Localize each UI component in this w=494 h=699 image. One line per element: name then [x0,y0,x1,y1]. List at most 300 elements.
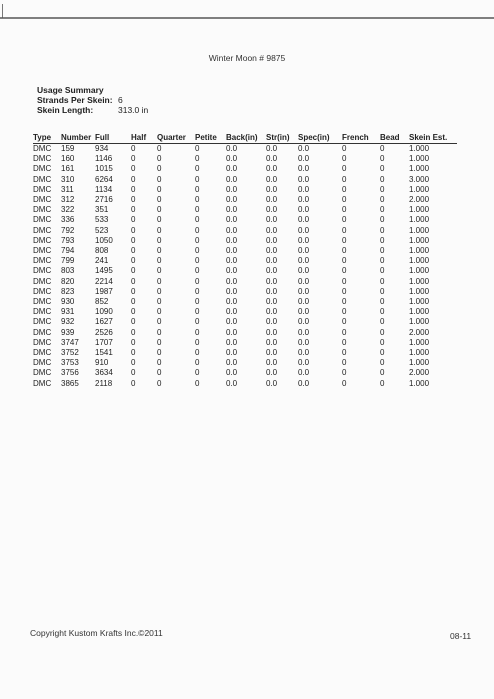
cell-full: 2118 [95,378,113,388]
cell-full: 910 [95,358,109,368]
cell-number: 312 [61,195,75,205]
cell-petite: 0 [195,307,200,317]
cell-spec: 0.0 [298,358,310,368]
cell-full: 3634 [95,368,113,378]
cell-back: 0.0 [226,215,238,225]
cell-back: 0.0 [226,378,238,388]
cell-french: 0 [342,154,347,164]
cell-bead: 0 [380,174,385,184]
cell-number: 160 [61,154,75,164]
header-str: Str(in) [266,131,298,144]
cell-petite: 0 [195,154,200,164]
cell-bead: 0 [380,307,385,317]
cell-french: 0 [342,358,347,368]
cell-petite: 0 [195,358,200,368]
cell-full: 1707 [95,337,113,347]
cell-str: 0.0 [266,174,278,184]
table-row [33,236,457,246]
scan-edge-line [0,17,494,19]
cell-spec: 0.0 [298,225,310,235]
table-row [33,297,457,307]
cell-french: 0 [342,256,347,266]
cell-quarter: 0 [157,317,162,327]
cell-str: 0.0 [266,164,278,174]
table-row [33,256,457,266]
cell-half: 0 [131,164,136,174]
table-row [33,277,457,287]
cell-full: 1090 [95,307,113,317]
cell-type: DMC [33,144,52,153]
cell-type: DMC [33,358,52,368]
table-row [33,185,457,195]
cell-petite: 0 [195,317,200,327]
cell-type: DMC [33,184,52,194]
header-back: Back(in) [226,131,266,144]
cell-quarter: 0 [157,297,162,307]
cell-skein-est: 1.000 [409,225,430,235]
header-half: Half [131,131,157,144]
cell-half: 0 [131,337,136,347]
cell-str: 0.0 [266,368,278,378]
cell-bead: 0 [380,256,385,266]
cell-number: 794 [61,246,75,256]
cell-quarter: 0 [157,174,162,184]
cell-spec: 0.0 [298,307,310,317]
cell-spec: 0.0 [298,297,310,307]
cell-type: DMC [33,317,52,327]
cell-type: DMC [33,337,52,347]
header-petite: Petite [195,131,226,144]
cell-full: 6264 [95,174,113,184]
cell-quarter: 0 [157,286,162,296]
cell-bead: 0 [380,144,385,153]
cell-skein-est: 1.000 [409,184,430,194]
cell-petite: 0 [195,205,200,215]
cell-str: 0.0 [266,358,278,368]
cell-half: 0 [131,235,136,245]
cell-type: DMC [33,327,52,337]
cell-number: 311 [61,184,74,194]
cell-skein-est: 1.000 [409,358,430,368]
cell-type: DMC [33,276,52,286]
cell-skein-est: 1.000 [409,266,430,276]
cell-french: 0 [342,307,347,317]
cell-petite: 0 [195,337,200,347]
cell-french: 0 [342,164,347,174]
cell-french: 0 [342,246,347,256]
cell-half: 0 [131,246,136,256]
cell-skein-est: 1.000 [409,256,430,266]
cell-skein-est: 3.000 [409,174,430,184]
cell-bead: 0 [380,154,385,164]
cell-petite: 0 [195,235,200,245]
cell-back: 0.0 [226,327,238,337]
cell-bead: 0 [380,378,385,388]
cell-quarter: 0 [157,378,162,388]
cell-skein-est: 1.000 [409,307,430,317]
cell-bead: 0 [380,184,385,194]
cell-half: 0 [131,154,136,164]
skein-length-value: 313.0 in [118,105,149,115]
cell-full: 1134 [95,184,113,194]
cell-half: 0 [131,174,136,184]
cell-spec: 0.0 [298,164,310,174]
cell-spec: 0.0 [298,154,310,164]
cell-half: 0 [131,144,136,153]
cell-full: 351 [95,205,109,215]
header-french: French [342,131,380,144]
cell-quarter: 0 [157,184,162,194]
cell-full: 2716 [95,195,113,205]
cell-full: 241 [95,256,109,266]
cell-number: 792 [61,225,75,235]
cell-bead: 0 [380,215,385,225]
table-row [33,368,457,378]
cell-skein-est: 1.000 [409,317,430,327]
copyright-text: Copyright Kustom Krafts Inc.©2011 [30,628,163,638]
cell-french: 0 [342,276,347,286]
cell-full: 523 [95,225,109,235]
cell-petite: 0 [195,286,200,296]
cell-type: DMC [33,266,52,276]
cell-skein-est: 1.000 [409,286,430,296]
cell-full: 2214 [95,276,113,286]
cell-spec: 0.0 [298,368,310,378]
cell-full: 1050 [95,235,113,245]
skein-length-row [37,105,148,115]
cell-full: 808 [95,246,109,256]
cell-french: 0 [342,368,347,378]
cell-spec: 0.0 [298,215,310,225]
cell-str: 0.0 [266,184,278,194]
cell-number: 3865 [61,378,79,388]
cell-type: DMC [33,256,52,266]
cell-back: 0.0 [226,317,238,327]
cell-number: 322 [61,205,75,215]
header-skein-est: Skein Est. [409,131,457,144]
cell-french: 0 [342,378,347,388]
cell-type: DMC [33,246,52,256]
cell-back: 0.0 [226,144,238,153]
cell-french: 0 [342,215,347,225]
cell-bead: 0 [380,368,385,378]
cell-half: 0 [131,225,136,235]
cell-french: 0 [342,235,347,245]
table-row [33,348,457,358]
cell-number: 931 [61,307,75,317]
cell-french: 0 [342,184,347,194]
cell-petite: 0 [195,144,200,153]
cell-half: 0 [131,327,136,337]
cell-half: 0 [131,368,136,378]
cell-number: 803 [61,266,75,276]
cell-back: 0.0 [226,297,238,307]
cell-str: 0.0 [266,327,278,337]
cell-petite: 0 [195,256,200,266]
cell-back: 0.0 [226,276,238,286]
cell-half: 0 [131,276,136,286]
table-row [33,379,457,389]
cell-quarter: 0 [157,337,162,347]
cell-half: 0 [131,348,136,358]
cell-quarter: 0 [157,154,162,164]
cell-back: 0.0 [226,174,238,184]
table-row [33,215,457,225]
cell-quarter: 0 [157,266,162,276]
cell-str: 0.0 [266,307,278,317]
cell-number: 799 [61,256,75,266]
cell-full: 533 [95,215,109,225]
cell-type: DMC [33,368,52,378]
cell-spec: 0.0 [298,235,310,245]
cell-bead: 0 [380,164,385,174]
cell-petite: 0 [195,276,200,286]
cell-number: 939 [61,327,75,337]
cell-spec: 0.0 [298,174,310,184]
cell-number: 932 [61,317,75,327]
cell-full: 2526 [95,327,113,337]
cell-type: DMC [33,307,52,317]
cell-half: 0 [131,297,136,307]
cell-half: 0 [131,317,136,327]
cell-skein-est: 1.000 [409,337,430,347]
table-body [33,144,457,389]
table-row [33,358,457,368]
cell-quarter: 0 [157,164,162,174]
cell-quarter: 0 [157,144,162,153]
cell-skein-est: 1.000 [409,215,430,225]
table-row [33,338,457,348]
header-quarter: Quarter [157,131,195,144]
cell-full: 1495 [95,266,113,276]
cell-skein-est: 1.000 [409,297,430,307]
skein-length-label: Skein Length: [37,105,94,115]
cell-str: 0.0 [266,154,278,164]
cell-full: 934 [95,144,109,153]
table-row [33,246,457,256]
cell-french: 0 [342,174,347,184]
cell-petite: 0 [195,164,200,174]
cell-bead: 0 [380,246,385,256]
cell-back: 0.0 [226,256,238,266]
cell-french: 0 [342,286,347,296]
scan-edge-mark [2,4,7,18]
cell-back: 0.0 [226,286,238,296]
cell-skein-est: 1.000 [409,205,430,215]
cell-str: 0.0 [266,205,278,215]
cell-skein-est: 1.000 [409,154,430,164]
table-row [33,195,457,205]
strands-per-skein-row [37,95,148,105]
cell-bead: 0 [380,276,385,286]
table-row [33,154,457,164]
strands-per-skein-label: Strands Per Skein: [37,95,113,105]
cell-back: 0.0 [226,235,238,245]
cell-french: 0 [342,327,347,337]
cell-french: 0 [342,348,347,358]
cell-half: 0 [131,378,136,388]
cell-skein-est: 1.000 [409,276,430,286]
cell-spec: 0.0 [298,184,310,194]
header-spec: Spec(in) [298,131,342,144]
cell-number: 3753 [61,358,79,368]
cell-bead: 0 [380,297,385,307]
cell-bead: 0 [380,317,385,327]
cell-spec: 0.0 [298,246,310,256]
cell-petite: 0 [195,246,200,256]
cell-str: 0.0 [266,256,278,266]
cell-quarter: 0 [157,195,162,205]
cell-full: 1987 [95,286,113,296]
table-header-row [33,131,457,144]
cell-str: 0.0 [266,337,278,347]
cell-type: DMC [33,348,52,358]
cell-back: 0.0 [226,164,238,174]
cell-quarter: 0 [157,256,162,266]
cell-skein-est: 2.000 [409,368,430,378]
cell-quarter: 0 [157,307,162,317]
cell-french: 0 [342,195,347,205]
cell-quarter: 0 [157,327,162,337]
cell-str: 0.0 [266,266,278,276]
cell-full: 1627 [95,317,113,327]
cell-petite: 0 [195,297,200,307]
cell-bead: 0 [380,348,385,358]
cell-str: 0.0 [266,276,278,286]
cell-back: 0.0 [226,358,238,368]
cell-quarter: 0 [157,225,162,235]
cell-petite: 0 [195,184,200,194]
cell-str: 0.0 [266,378,278,388]
table-row [33,287,457,297]
cell-bead: 0 [380,358,385,368]
cell-number: 930 [61,297,75,307]
cell-str: 0.0 [266,225,278,235]
cell-str: 0.0 [266,286,278,296]
cell-half: 0 [131,215,136,225]
cell-back: 0.0 [226,225,238,235]
table-row [33,164,457,174]
cell-skein-est: 2.000 [409,327,430,337]
cell-skein-est: 1.000 [409,378,430,388]
table-row [33,226,457,236]
usage-summary-heading: Usage Summary [37,85,104,95]
header-type: Type [33,131,61,144]
cell-petite: 0 [195,368,200,378]
cell-number: 823 [61,286,75,296]
cell-quarter: 0 [157,215,162,225]
cell-skein-est: 1.000 [409,235,430,245]
cell-petite: 0 [195,174,200,184]
cell-skein-est: 1.000 [409,144,430,153]
cell-spec: 0.0 [298,266,310,276]
cell-quarter: 0 [157,358,162,368]
cell-bead: 0 [380,327,385,337]
cell-french: 0 [342,266,347,276]
cell-type: DMC [33,154,52,164]
cell-back: 0.0 [226,184,238,194]
cell-number: 3752 [61,348,79,358]
cell-type: DMC [33,286,52,296]
table-row [33,307,457,317]
table-row [33,205,457,215]
cell-bead: 0 [380,235,385,245]
cell-str: 0.0 [266,317,278,327]
table-row [33,317,457,327]
cell-str: 0.0 [266,246,278,256]
cell-bead: 0 [380,286,385,296]
cell-back: 0.0 [226,246,238,256]
cell-str: 0.0 [266,348,278,358]
cell-bead: 0 [380,337,385,347]
cell-half: 0 [131,184,136,194]
cell-quarter: 0 [157,205,162,215]
cell-french: 0 [342,144,347,153]
cell-spec: 0.0 [298,195,310,205]
cell-french: 0 [342,205,347,215]
cell-type: DMC [33,195,52,205]
cell-petite: 0 [195,266,200,276]
cell-number: 793 [61,235,75,245]
cell-str: 0.0 [266,235,278,245]
header-full: Full [95,131,131,144]
cell-full: 852 [95,297,109,307]
cell-quarter: 0 [157,368,162,378]
cell-petite: 0 [195,195,200,205]
cell-spec: 0.0 [298,317,310,327]
cell-bead: 0 [380,205,385,215]
cell-number: 336 [61,215,75,225]
cell-type: DMC [33,174,52,184]
cell-number: 159 [61,144,75,153]
cell-petite: 0 [195,327,200,337]
cell-spec: 0.0 [298,337,310,347]
cell-bead: 0 [380,225,385,235]
cell-spec: 0.0 [298,276,310,286]
thread-usage-table [33,131,457,389]
usage-summary [37,85,148,115]
cell-skein-est: 1.000 [409,246,430,256]
cell-back: 0.0 [226,337,238,347]
cell-spec: 0.0 [298,327,310,337]
cell-back: 0.0 [226,368,238,378]
cell-number: 3747 [61,337,79,347]
cell-half: 0 [131,358,136,368]
table-row [33,175,457,185]
cell-french: 0 [342,297,347,307]
pattern-title: Winter Moon # 9875 [208,53,286,63]
cell-petite: 0 [195,215,200,225]
cell-petite: 0 [195,225,200,235]
cell-petite: 0 [195,378,200,388]
cell-number: 310 [61,174,75,184]
cell-spec: 0.0 [298,205,310,215]
cell-french: 0 [342,317,347,327]
cell-half: 0 [131,205,136,215]
cell-type: DMC [33,297,52,307]
cell-half: 0 [131,266,136,276]
cell-str: 0.0 [266,297,278,307]
header-number: Number [61,131,95,144]
table-row [33,144,457,155]
cell-number: 820 [61,276,75,286]
cell-type: DMC [33,225,52,235]
cell-type: DMC [33,164,52,174]
cell-full: 1146 [95,154,113,164]
cell-str: 0.0 [266,215,278,225]
cell-quarter: 0 [157,246,162,256]
cell-number: 3756 [61,368,79,378]
